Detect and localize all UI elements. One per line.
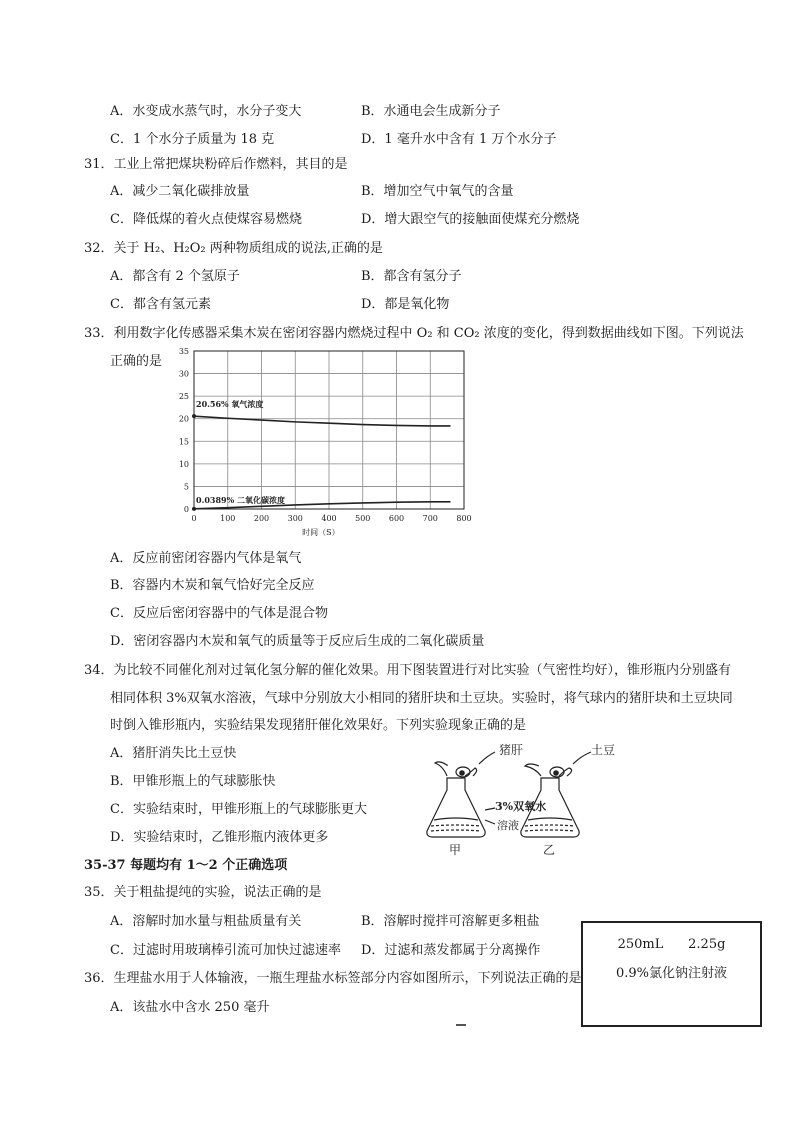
balloon-a — [435, 762, 477, 776]
q32-option-a: A．都含有 2 个氢原子 — [110, 269, 240, 284]
q32-option-d: D．都是氧化物 — [361, 297, 450, 312]
y-tick-label: 15 — [178, 437, 189, 447]
q34-option-d: D．实验结束时，乙锥形瓶内液体更多 — [110, 830, 329, 845]
x-tick-label: 800 — [456, 514, 472, 523]
q30-option-c: C．1 个水分子质量为 18 克 — [110, 132, 275, 147]
y-tick-label: 20 — [178, 414, 189, 424]
saline-name: 0.9%氯化钠注射液 — [615, 966, 728, 981]
series-line-oxygen — [194, 416, 451, 426]
q32-option-b: B．都含有氢分子 — [361, 269, 462, 284]
q32-option-c: C．都含有氢元素 — [110, 297, 211, 312]
section-heading: 35-37 每题均有 1～2 个正确选项 — [84, 858, 288, 873]
page-mark — [456, 1024, 466, 1026]
x-tick-label: 600 — [388, 514, 405, 523]
q34-option-c: C．实验结束时，甲锥形瓶上的气球膨胀更大 — [110, 802, 367, 817]
q33-stem-line2: 正确的是 — [110, 354, 163, 369]
flask-a — [427, 778, 485, 837]
x-tick-label: 300 — [287, 514, 303, 523]
saline-label-line1 — [583, 936, 760, 954]
q35-option-b: B．溶解时搅拌可溶解更多粗盐 — [361, 914, 540, 929]
series-start-point — [192, 507, 196, 511]
q33-stem-line1: 33．利用数字化传感器采集木炭在密闭容器内燃烧过程中 O₂ 和 CO₂ 浓度的变化，得到数据曲线如下图。下列说法 — [84, 326, 744, 341]
q33-option-a: A．反应前密闭容器内气体是氧气 — [110, 551, 302, 566]
q33-option-d: D．密闭容器内木炭和氧气的质量等于反应后生成的二氧化碳质量 — [110, 634, 485, 649]
q31-option-a: A．减少二氧化碳排放量 — [110, 184, 250, 199]
x-tick-label: 500 — [355, 514, 371, 523]
q34-stem-line2: 相同体积 3%双氧水溶液，气球中分别放大小相同的猪肝块和土豆块。实验时，将气球内的猪肝块和土豆块同 — [110, 691, 733, 706]
q30-option-d: D．1 毫升水中含有 1 万个水分子 — [361, 132, 557, 147]
q30-option-b: B．水通电会生成新分子 — [361, 104, 501, 119]
q36-option-a: A．该盐水中含水 250 毫升 — [110, 1000, 270, 1015]
y-tick-label: 30 — [178, 369, 189, 379]
q31-option-c: C．降低煤的着火点使煤容易燃烧 — [110, 212, 302, 227]
label-liver: 猪肝 — [499, 743, 524, 757]
series-label: 20.56% 氧气浓度 — [196, 399, 264, 410]
y-tick-label: 10 — [178, 459, 189, 469]
series-label: 0.0389% 二氧化碳浓度 — [196, 494, 286, 505]
q34-stem-line3: 时倒入锥形瓶内，实验结果发现猪肝催化效果好。下列实验现象正确的是 — [110, 718, 527, 733]
x-tick-label: 100 — [220, 514, 236, 523]
q33-option-c: C．反应后密闭容器中的气体是混合物 — [110, 606, 328, 621]
y-tick-label: 35 — [178, 347, 189, 356]
concentration-chart — [170, 345, 490, 545]
q36-stem: 36．生理盐水用于人体输液，一瓶生理盐水标签部分内容如图所示，下列说法正确的是 — [84, 971, 582, 986]
q31-option-d: D．增大跟空气的接触面使煤充分燃烧 — [361, 212, 580, 227]
q34-stem-line1: 34．为比较不同催化剂对过氧化氢分解的催化效果。用下图装置进行对比实验（气密性均好），锥形瓶内分别盛有 — [84, 663, 732, 678]
y-tick-label: 0 — [183, 505, 189, 514]
flask-apparatus-figure — [425, 738, 616, 857]
q31-option-b: B．增加空气中氧气的含量 — [361, 184, 514, 199]
label-solution-2: 溶液 — [497, 819, 519, 832]
q33-option-b: B．容器内木炭和氧气恰好完全反应 — [110, 578, 315, 593]
q34-option-a: A．猪肝消失比土豆快 — [110, 746, 237, 761]
x-tick-label: 700 — [422, 514, 438, 523]
q34-option-b: B．甲锥形瓶上的气球膨胀快 — [110, 774, 276, 789]
x-axis-label: 时间（S） — [302, 528, 340, 537]
label-potato: 土豆 — [591, 743, 616, 757]
x-tick-label: 0 — [191, 514, 197, 523]
x-tick-label: 200 — [253, 514, 270, 523]
label-flask-a: 甲 — [449, 843, 462, 857]
q35-stem: 35．关于粗盐提纯的实验，说法正确的是 — [84, 885, 322, 900]
saline-mass: 2.25g — [688, 937, 726, 952]
series-start-point — [192, 414, 196, 418]
label-solution-1: 3%双氧水 — [495, 800, 547, 813]
saline-volume: 250mL — [617, 937, 664, 952]
saline-label-box — [581, 921, 762, 1027]
q32-stem: 32．关于 H₂、H₂O₂ 两种物质组成的说法,正确的是 — [84, 241, 383, 256]
y-tick-label: 5 — [183, 482, 189, 492]
balloon-b — [525, 764, 572, 776]
q30-option-a: A．水变成水蒸气时，水分子变大 — [110, 104, 302, 119]
y-tick-label: 25 — [178, 392, 189, 402]
q35-option-a: A．溶解时加水量与粗盐质量有关 — [110, 914, 302, 929]
label-flask-b: 乙 — [543, 843, 556, 857]
q35-option-c: C．过滤时用玻璃棒引流可加快过滤速率 — [110, 943, 341, 958]
q31-stem: 31．工业上常把煤块粉碎后作燃料，其目的是 — [84, 157, 348, 172]
q35-option-d: D．过滤和蒸发都属于分离操作 — [361, 943, 541, 958]
x-tick-label: 400 — [321, 514, 337, 523]
